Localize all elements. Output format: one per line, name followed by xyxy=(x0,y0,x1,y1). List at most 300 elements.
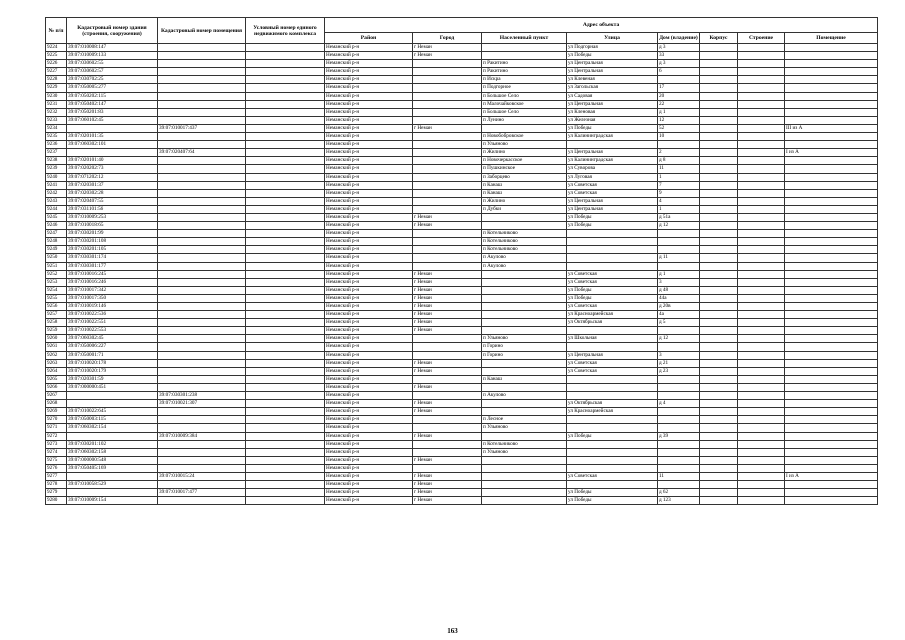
cell-settlement: п Лесное xyxy=(482,416,567,424)
cell-num: 9258 xyxy=(46,319,67,327)
cell-settlement xyxy=(482,222,567,230)
cell-complex-number xyxy=(246,189,325,197)
cell-structure xyxy=(738,100,785,108)
cell-city: г Неман xyxy=(413,400,482,408)
table-row xyxy=(46,286,878,294)
cell-house: д 3 xyxy=(658,44,700,52)
cell-house: 12 xyxy=(658,116,700,124)
cell-complex-number xyxy=(246,230,325,238)
cell-complex-number xyxy=(246,197,325,205)
cell-num: 9244 xyxy=(46,205,67,213)
cell-city: г Неман xyxy=(413,270,482,278)
cell-district: Неманский р-н xyxy=(325,76,413,84)
registry-table xyxy=(45,17,878,505)
cell-house: 20 xyxy=(658,92,700,100)
cell-building xyxy=(700,408,738,416)
cell-num: 9271 xyxy=(46,424,67,432)
cell-building xyxy=(700,230,738,238)
cell-settlement xyxy=(482,294,567,302)
cell-building xyxy=(700,327,738,335)
cell-structure xyxy=(738,181,785,189)
cell-premise-cadastral xyxy=(158,270,246,278)
cell-house: 4а xyxy=(658,311,700,319)
cell-building xyxy=(700,254,738,262)
cell-premise-cadastral xyxy=(158,367,246,375)
cell-house: 9 xyxy=(658,189,700,197)
cell-complex-number xyxy=(246,165,325,173)
cell-city: г Неман xyxy=(413,489,482,497)
cell-structure xyxy=(738,149,785,157)
table-row xyxy=(46,189,878,197)
cell-building-cadastral: 39:07:010022:553 xyxy=(67,327,158,335)
cell-building-cadastral: 39:07:060302:45 xyxy=(67,335,158,343)
cell-premise xyxy=(785,254,878,262)
cell-district: Неманский р-н xyxy=(325,472,413,480)
page-number: 163 xyxy=(447,627,458,635)
cell-num: 9227 xyxy=(46,68,67,76)
cell-settlement xyxy=(482,270,567,278)
cell-complex-number xyxy=(246,278,325,286)
table-row xyxy=(46,238,878,246)
cell-street: ул Советская xyxy=(567,472,658,480)
cell-street xyxy=(567,456,658,464)
cell-premise xyxy=(785,319,878,327)
cell-building xyxy=(700,270,738,278)
cell-premise-cadastral xyxy=(158,76,246,84)
cell-district: Неманский р-н xyxy=(325,351,413,359)
cell-district: Неманский р-н xyxy=(325,367,413,375)
cell-premise-cadastral xyxy=(158,197,246,205)
cell-structure xyxy=(738,189,785,197)
cell-building-cadastral: 39:07:020301:59 xyxy=(67,375,158,383)
cell-house xyxy=(658,464,700,472)
cell-settlement: п Ульяново xyxy=(482,424,567,432)
cell-street: ул Садовая xyxy=(567,92,658,100)
table-row xyxy=(46,383,878,391)
table-row xyxy=(46,481,878,489)
cell-settlement: п Канаш xyxy=(482,375,567,383)
cell-complex-number xyxy=(246,383,325,391)
cell-premise-cadastral xyxy=(158,424,246,432)
cell-settlement xyxy=(482,213,567,221)
cell-building-cadastral: 39:07:010009:154 xyxy=(67,497,158,505)
cell-structure xyxy=(738,173,785,181)
cell-building-cadastral: 39:07:010022:551 xyxy=(67,319,158,327)
cell-structure xyxy=(738,230,785,238)
cell-premise-cadastral xyxy=(158,44,246,52)
cell-structure xyxy=(738,303,785,311)
cell-num: 9278 xyxy=(46,481,67,489)
cell-premise xyxy=(785,262,878,270)
cell-structure xyxy=(738,246,785,254)
cell-complex-number xyxy=(246,270,325,278)
cell-district: Неманский р-н xyxy=(325,124,413,132)
cell-district: Неманский р-н xyxy=(325,270,413,278)
cell-district: Неманский р-н xyxy=(325,359,413,367)
table-row xyxy=(46,424,878,432)
cell-settlement xyxy=(482,124,567,132)
cell-premise xyxy=(785,497,878,505)
cell-settlement: п Лунино xyxy=(482,116,567,124)
cell-num: 9249 xyxy=(46,246,67,254)
cell-building-cadastral: 39:07:010020:178 xyxy=(67,359,158,367)
cell-settlement: п Пушкинское xyxy=(482,165,567,173)
cell-district: Неманский р-н xyxy=(325,197,413,205)
cell-city xyxy=(413,254,482,262)
cell-settlement: п Жилино xyxy=(482,149,567,157)
cell-num: 9225 xyxy=(46,52,67,60)
cell-building xyxy=(700,124,738,132)
table-row xyxy=(46,52,878,60)
cell-house xyxy=(658,262,700,270)
cell-district: Неманский р-н xyxy=(325,116,413,124)
cell-street: ул Октябрьская xyxy=(567,400,658,408)
cell-complex-number xyxy=(246,351,325,359)
cell-structure xyxy=(738,270,785,278)
cell-building xyxy=(700,432,738,440)
cell-premise xyxy=(785,173,878,181)
cell-premise xyxy=(785,448,878,456)
cell-house: д 1 xyxy=(658,270,700,278)
table-row xyxy=(46,464,878,472)
cell-city xyxy=(413,335,482,343)
cell-district: Неманский р-н xyxy=(325,464,413,472)
cell-complex-number xyxy=(246,375,325,383)
cell-building xyxy=(700,92,738,100)
cell-street: ул Победы xyxy=(567,124,658,132)
cell-num: 9268 xyxy=(46,400,67,408)
cell-house: д 20в xyxy=(658,303,700,311)
cell-premise-cadastral xyxy=(158,351,246,359)
cell-house: 2 xyxy=(658,149,700,157)
cell-street: ул Суворова xyxy=(567,165,658,173)
cell-street: ул Железная xyxy=(567,116,658,124)
cell-house: 7 xyxy=(658,181,700,189)
cell-structure xyxy=(738,68,785,76)
cell-district: Неманский р-н xyxy=(325,319,413,327)
cell-premise-cadastral xyxy=(158,311,246,319)
cell-building xyxy=(700,400,738,408)
table-row xyxy=(46,68,878,76)
cell-premise xyxy=(785,44,878,52)
cell-building xyxy=(700,375,738,383)
cell-city xyxy=(413,165,482,173)
header-structure: Строение xyxy=(738,33,785,44)
cell-premise xyxy=(785,116,878,124)
cell-num: 9279 xyxy=(46,489,67,497)
cell-complex-number xyxy=(246,124,325,132)
cell-premise-cadastral xyxy=(158,375,246,383)
cell-district: Неманский р-н xyxy=(325,448,413,456)
cell-building xyxy=(700,367,738,375)
cell-district: Неманский р-н xyxy=(325,286,413,294)
cell-premise-cadastral: 39:07:020407:64 xyxy=(158,149,246,157)
cell-num: 9236 xyxy=(46,141,67,149)
cell-street: ул Советская xyxy=(567,359,658,367)
cell-city xyxy=(413,375,482,383)
cell-house: 33 xyxy=(658,52,700,60)
cell-city: г Неман xyxy=(413,432,482,440)
cell-premise xyxy=(785,238,878,246)
cell-house: д 12 xyxy=(658,222,700,230)
cell-city xyxy=(413,238,482,246)
cell-complex-number xyxy=(246,311,325,319)
cell-building xyxy=(700,141,738,149)
cell-num: 9233 xyxy=(46,116,67,124)
cell-building xyxy=(700,440,738,448)
cell-building-cadastral: 39:07:050202:115 xyxy=(67,92,158,100)
cell-num: 9230 xyxy=(46,92,67,100)
cell-premise-cadastral: 39:07:010009:384 xyxy=(158,432,246,440)
cell-building xyxy=(700,222,738,230)
cell-building-cadastral: 39:07:030702:25 xyxy=(67,76,158,84)
table-row xyxy=(46,367,878,375)
cell-premise xyxy=(785,100,878,108)
cell-house: 4 xyxy=(658,197,700,205)
cell-structure xyxy=(738,133,785,141)
table-row xyxy=(46,76,878,84)
cell-street: ул Клевеная xyxy=(567,76,658,84)
cell-street xyxy=(567,238,658,246)
cell-house xyxy=(658,343,700,351)
cell-num: 9247 xyxy=(46,230,67,238)
cell-street: ул Советская xyxy=(567,270,658,278)
cell-complex-number xyxy=(246,319,325,327)
cell-building-cadastral xyxy=(67,489,158,497)
cell-building-cadastral: 39:07:010009:133 xyxy=(67,52,158,60)
cell-complex-number xyxy=(246,343,325,351)
cell-num: 9241 xyxy=(46,181,67,189)
cell-premise xyxy=(785,165,878,173)
cell-street: ул Центральная xyxy=(567,60,658,68)
cell-complex-number xyxy=(246,448,325,456)
cell-district: Неманский р-н xyxy=(325,327,413,335)
cell-settlement xyxy=(482,464,567,472)
cell-city xyxy=(413,116,482,124)
cell-complex-number xyxy=(246,359,325,367)
table-row xyxy=(46,60,878,68)
cell-num: 9243 xyxy=(46,197,67,205)
table-row xyxy=(46,448,878,456)
cell-num: 9232 xyxy=(46,108,67,116)
cell-complex-number xyxy=(246,327,325,335)
header-building: Корпус xyxy=(700,33,738,44)
cell-premise xyxy=(785,440,878,448)
cell-premise-cadastral xyxy=(158,497,246,505)
cell-premise-cadastral: 39:07:010017:437 xyxy=(158,124,246,132)
cell-city xyxy=(413,181,482,189)
cell-street: ул Центральная xyxy=(567,100,658,108)
cell-building xyxy=(700,416,738,424)
cell-num: 9238 xyxy=(46,157,67,165)
cell-house: 6 xyxy=(658,68,700,76)
cell-city xyxy=(413,108,482,116)
cell-city xyxy=(413,76,482,84)
cell-num: 9234 xyxy=(46,124,67,132)
cell-house xyxy=(658,424,700,432)
cell-structure xyxy=(738,197,785,205)
cell-house: 52 xyxy=(658,124,700,132)
cell-complex-number xyxy=(246,68,325,76)
table-row xyxy=(46,222,878,230)
cell-street: ул Центральная xyxy=(567,205,658,213)
cell-building xyxy=(700,464,738,472)
cell-structure xyxy=(738,44,785,52)
cell-settlement xyxy=(482,311,567,319)
cell-premise xyxy=(785,205,878,213)
cell-complex-number xyxy=(246,84,325,92)
cell-district: Неманский р-н xyxy=(325,157,413,165)
table-row xyxy=(46,303,878,311)
cell-building-cadastral xyxy=(67,432,158,440)
cell-building-cadastral: 39:07:020101:40 xyxy=(67,157,158,165)
cell-street xyxy=(567,375,658,383)
cell-complex-number xyxy=(246,246,325,254)
header-district: Район xyxy=(325,33,413,44)
cell-premise-cadastral xyxy=(158,100,246,108)
header-building-cadastral: Кадастровый номер здания (строения, сооружения) xyxy=(67,18,158,44)
cell-premise-cadastral xyxy=(158,68,246,76)
cell-premise-cadastral xyxy=(158,92,246,100)
cell-street xyxy=(567,327,658,335)
table-row xyxy=(46,456,878,464)
cell-house xyxy=(658,238,700,246)
cell-num: 9252 xyxy=(46,270,67,278)
cell-settlement: п Ракитино xyxy=(482,60,567,68)
cell-premise-cadastral xyxy=(158,335,246,343)
cell-house xyxy=(658,408,700,416)
cell-city xyxy=(413,392,482,400)
cell-num: 9277 xyxy=(46,472,67,480)
cell-num: 9248 xyxy=(46,238,67,246)
cell-street: ул Советская xyxy=(567,303,658,311)
cell-district: Неманский р-н xyxy=(325,238,413,246)
cell-district: Неманский р-н xyxy=(325,222,413,230)
cell-num: 9261 xyxy=(46,343,67,351)
cell-premise xyxy=(785,359,878,367)
cell-premise xyxy=(785,456,878,464)
cell-building-cadastral: 39:07:030201:99 xyxy=(67,230,158,238)
cell-structure xyxy=(738,481,785,489)
cell-complex-number xyxy=(246,432,325,440)
cell-complex-number xyxy=(246,262,325,270)
cell-house xyxy=(658,448,700,456)
cell-premise xyxy=(785,181,878,189)
cell-num: 9255 xyxy=(46,294,67,302)
cell-structure xyxy=(738,141,785,149)
cell-district: Неманский р-н xyxy=(325,400,413,408)
cell-settlement xyxy=(482,319,567,327)
cell-district: Неманский р-н xyxy=(325,278,413,286)
cell-premise xyxy=(785,481,878,489)
cell-premise xyxy=(785,197,878,205)
cell-city: г Неман xyxy=(413,278,482,286)
cell-premise-cadastral xyxy=(158,383,246,391)
cell-building-cadastral: 39:07:050003:115 xyxy=(67,416,158,424)
cell-building xyxy=(700,262,738,270)
cell-premise xyxy=(785,367,878,375)
cell-premise xyxy=(785,76,878,84)
cell-building xyxy=(700,165,738,173)
cell-settlement xyxy=(482,359,567,367)
cell-premise-cadastral xyxy=(158,52,246,60)
table-row xyxy=(46,84,878,92)
cell-structure xyxy=(738,165,785,173)
cell-city xyxy=(413,197,482,205)
cell-num: 9274 xyxy=(46,448,67,456)
cell-street: ул Октябрьская xyxy=(567,319,658,327)
table-row xyxy=(46,44,878,52)
cell-settlement: п Жилино xyxy=(482,197,567,205)
cell-street: ул Красноармейская xyxy=(567,408,658,416)
cell-structure xyxy=(738,400,785,408)
cell-district: Неманский р-н xyxy=(325,52,413,60)
table-body xyxy=(46,44,878,505)
cell-structure xyxy=(738,424,785,432)
cell-house: 22 xyxy=(658,100,700,108)
cell-building xyxy=(700,108,738,116)
cell-district: Неманский р-н xyxy=(325,335,413,343)
table-row xyxy=(46,173,878,181)
cell-structure xyxy=(738,367,785,375)
cell-house xyxy=(658,246,700,254)
cell-premise xyxy=(785,92,878,100)
cell-structure xyxy=(738,359,785,367)
cell-building xyxy=(700,351,738,359)
cell-num: 9231 xyxy=(46,100,67,108)
cell-building xyxy=(700,100,738,108)
cell-district: Неманский р-н xyxy=(325,246,413,254)
cell-building xyxy=(700,311,738,319)
cell-district: Неманский р-н xyxy=(325,440,413,448)
cell-house xyxy=(658,392,700,400)
cell-complex-number xyxy=(246,335,325,343)
cell-complex-number xyxy=(246,440,325,448)
cell-num: 9242 xyxy=(46,189,67,197)
cell-district: Неманский р-н xyxy=(325,92,413,100)
cell-house: д 21 xyxy=(658,359,700,367)
cell-settlement xyxy=(482,327,567,335)
cell-settlement xyxy=(482,456,567,464)
cell-house: 1 xyxy=(658,173,700,181)
cell-complex-number xyxy=(246,205,325,213)
cell-street: ул Победы xyxy=(567,222,658,230)
cell-structure xyxy=(738,311,785,319)
cell-building xyxy=(700,213,738,221)
cell-street: ул Центральная xyxy=(567,197,658,205)
cell-building-cadastral: 39:07:010022:645 xyxy=(67,408,158,416)
cell-building-cadastral: 39:07:010008:147 xyxy=(67,44,158,52)
cell-street: ул Луговая xyxy=(567,173,658,181)
cell-street xyxy=(567,448,658,456)
cell-premise xyxy=(785,327,878,335)
cell-premise xyxy=(785,303,878,311)
cell-building xyxy=(700,303,738,311)
cell-premise-cadastral xyxy=(158,84,246,92)
cell-building-cadastral: 39:07:000000:451 xyxy=(67,383,158,391)
cell-house: д 51а xyxy=(658,213,700,221)
cell-settlement xyxy=(482,489,567,497)
cell-structure xyxy=(738,76,785,84)
cell-settlement: п Котельниково xyxy=(482,230,567,238)
cell-house: д 5 xyxy=(658,319,700,327)
cell-city xyxy=(413,84,482,92)
cell-premise xyxy=(785,60,878,68)
cell-settlement: п Акулово xyxy=(482,262,567,270)
cell-premise-cadastral xyxy=(158,133,246,141)
cell-city: г Неман xyxy=(413,327,482,335)
cell-premise-cadastral xyxy=(158,189,246,197)
